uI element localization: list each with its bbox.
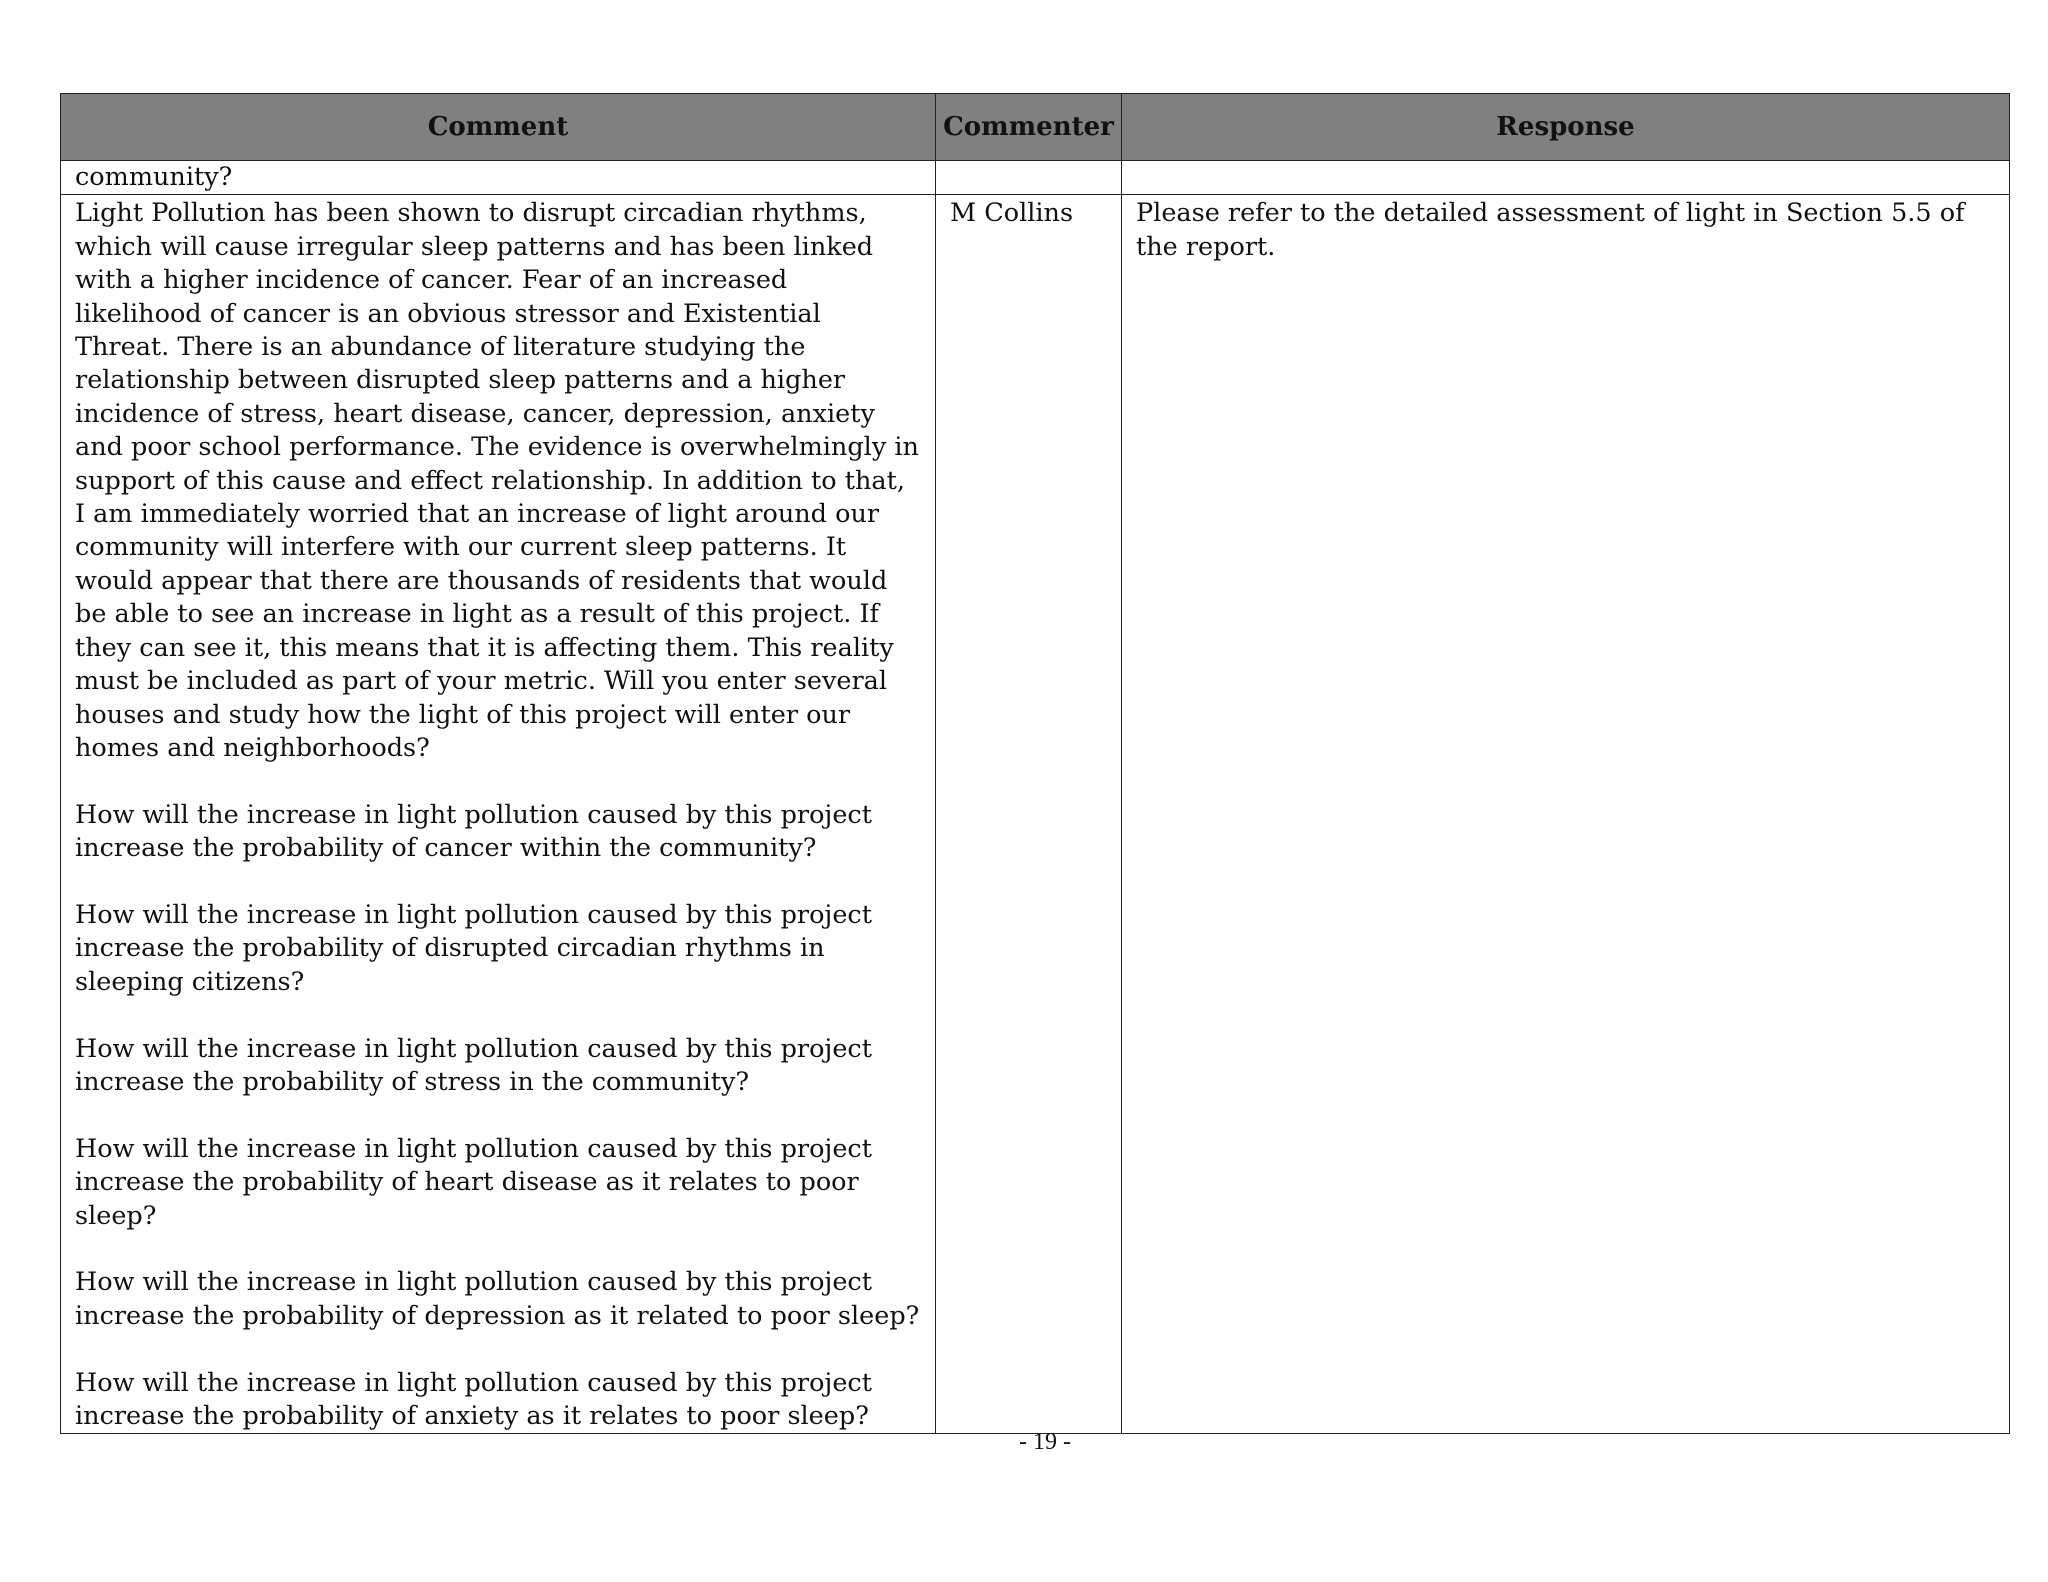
response-cell [1122,161,2010,195]
comment-paragraph: How will the increase in light pollution caused by this project increase the probability of disrupted circadian rhythms in sleeping citizens? [75,899,872,997]
table-row-continued [61,161,2010,195]
comment-response-table [60,93,2010,1434]
comment-cell [61,195,936,1434]
comment-paragraph: Light Pollution has been shown to disrupt circadian rhythms, which will cause irregular sleep patterns and has been linked with a higher incidence of cancer. Fear of an increased likelihood of cancer is an obvious stressor and Existential Threat. There is an abundance of literature studying the relationship between disrupted sleep patterns and a higher incidence of stress, heart disease, cancer, depression, anxiety and poor school performance. The evidence is overwhelmingly in support of this cause and effect relationship. In addition to that, I am immediately worried that an increase of light around our community will interfere with our current sleep patterns. It would appear that there are thousands of residents that would be able to see an increase in light as a result of this project. If they can see it, this means that it is affecting them. This reality must be included as part of your metric. Will you enter several houses and study how the light of this project will enter our homes and neighborhoods? [75,198,919,763]
table-row [61,195,2010,1434]
response-cell: Please refer to the detailed assessment of light in Section 5.5 of the report. [1122,195,2010,1434]
header-commenter: Commenter [936,94,1122,161]
commenter-cell: M Collins [936,195,1122,1434]
comment-paragraph: How will the increase in light pollution caused by this project increase the probability of cancer within the community? [75,799,872,864]
comment-paragraph: How will the increase in light pollution caused by this project increase the probability of heart disease as it relates to poor sleep? [75,1133,872,1231]
comment-cell: community? [61,161,936,195]
comment-paragraph: How will the increase in light pollution caused by this project increase the probability of anxiety as it relates to poor sleep? [75,1367,872,1431]
table-header-row [61,94,2010,161]
header-response: Response [1122,94,2010,161]
commenter-cell [936,161,1122,195]
comment-paragraph: How will the increase in light pollution caused by this project increase the probability of stress in the community? [75,1033,872,1097]
header-comment: Comment [61,94,936,161]
comment-paragraph: How will the increase in light pollution caused by this project increase the probability of depression as it related to poor sleep? [75,1267,920,1331]
page-number: - 19 - [1019,1429,1071,1455]
